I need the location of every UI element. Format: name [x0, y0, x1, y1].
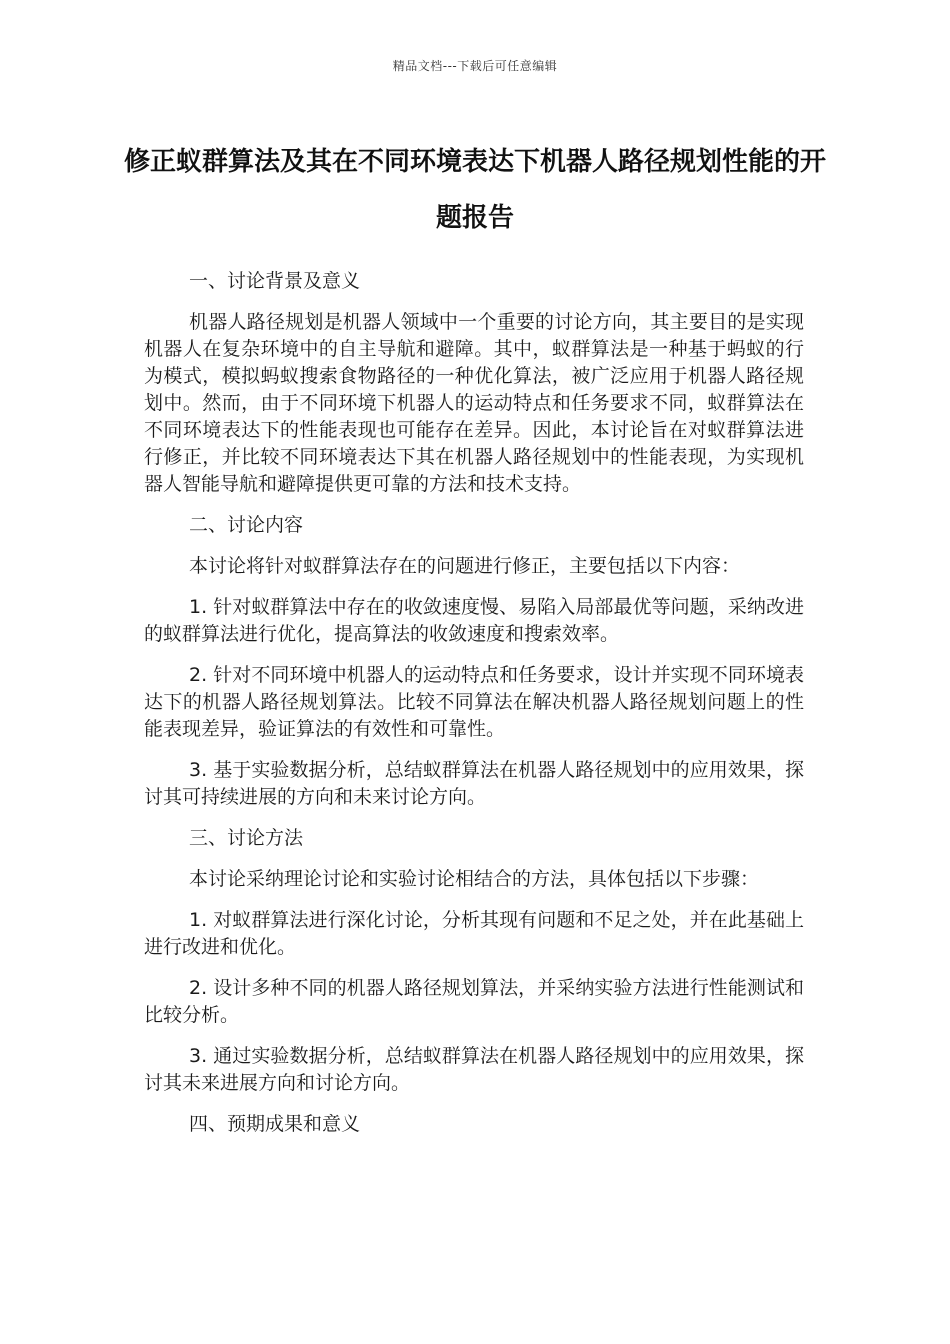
- list-item-method-3: 3. 通过实验数据分析，总结蚁群算法在机器人路径规划中的应用效果，探讨其未来进展方向和讨论方向。: [144, 1045, 804, 1094]
- list-item-content-1: 1. 针对蚁群算法中存在的收敛速度慢、易陷入局部最优等问题，采纳改进的蚁群算法进行优化，提高算法的收敛速度和搜索效率。: [144, 596, 804, 645]
- list-item-content-3: 3. 基于实验数据分析，总结蚁群算法在机器人路径规划中的应用效果，探讨其可持续进展的方向和未来讨论方向。: [144, 759, 804, 808]
- paragraph-content-intro: 本讨论将针对蚁群算法存在的问题进行修正，主要包括以下内容：: [189, 555, 741, 577]
- section-heading-background: 一、讨论背景及意义: [189, 270, 361, 292]
- document-body: [144, 268, 804, 1152]
- header-note: 精品文档---下载后可任意编辑: [392, 59, 558, 73]
- section-heading-content: 二、讨论内容: [189, 514, 304, 536]
- list-item-content-2: 2. 针对不同环境中机器人的运动特点和任务要求，设计并实现不同环境表达下的机器人路径规划算法。比较不同算法在解决机器人路径规划问题上的性能表现差异，验证算法的有效性和可靠性。: [144, 664, 804, 740]
- section-heading-method: 三、讨论方法: [189, 827, 304, 849]
- paragraph-method-intro: 本讨论采纳理论讨论和实验讨论相结合的方法，具体包括以下步骤：: [189, 868, 760, 890]
- list-item-method-1: 1. 对蚁群算法进行深化讨论，分析其现有问题和不足之处，并在此基础上进行改进和优化。: [144, 909, 804, 958]
- section-heading-outcomes: 四、预期成果和意义: [189, 1113, 361, 1135]
- paragraph-background: 机器人路径规划是机器人领域中一个重要的讨论方向，其主要目的是实现机器人在复杂环境中的自主导航和避障。其中，蚁群算法是一种基于蚂蚁的行为模式，模拟蚂蚁搜索食物路径的一种优化算法，被广泛应用于机器人路径规划中。然而，由于不同环境下机器人的运动特点和任务要求不同，蚁群算法在不同环境表达下的性能表现也可能存在差异。因此，本讨论旨在对蚁群算法进行修正，并比较不同环境表达下其在机器人路径规划中的性能表现，为实现机器人智能导航和避障提供更可靠的方法和技术支持。: [144, 311, 804, 495]
- document-title: 修正蚁群算法及其在不同环境表达下机器人路径规划性能的开题报告: [123, 147, 826, 233]
- list-item-method-2: 2. 设计多种不同的机器人路径规划算法，并采纳实验方法进行性能测试和比较分析。: [144, 977, 804, 1026]
